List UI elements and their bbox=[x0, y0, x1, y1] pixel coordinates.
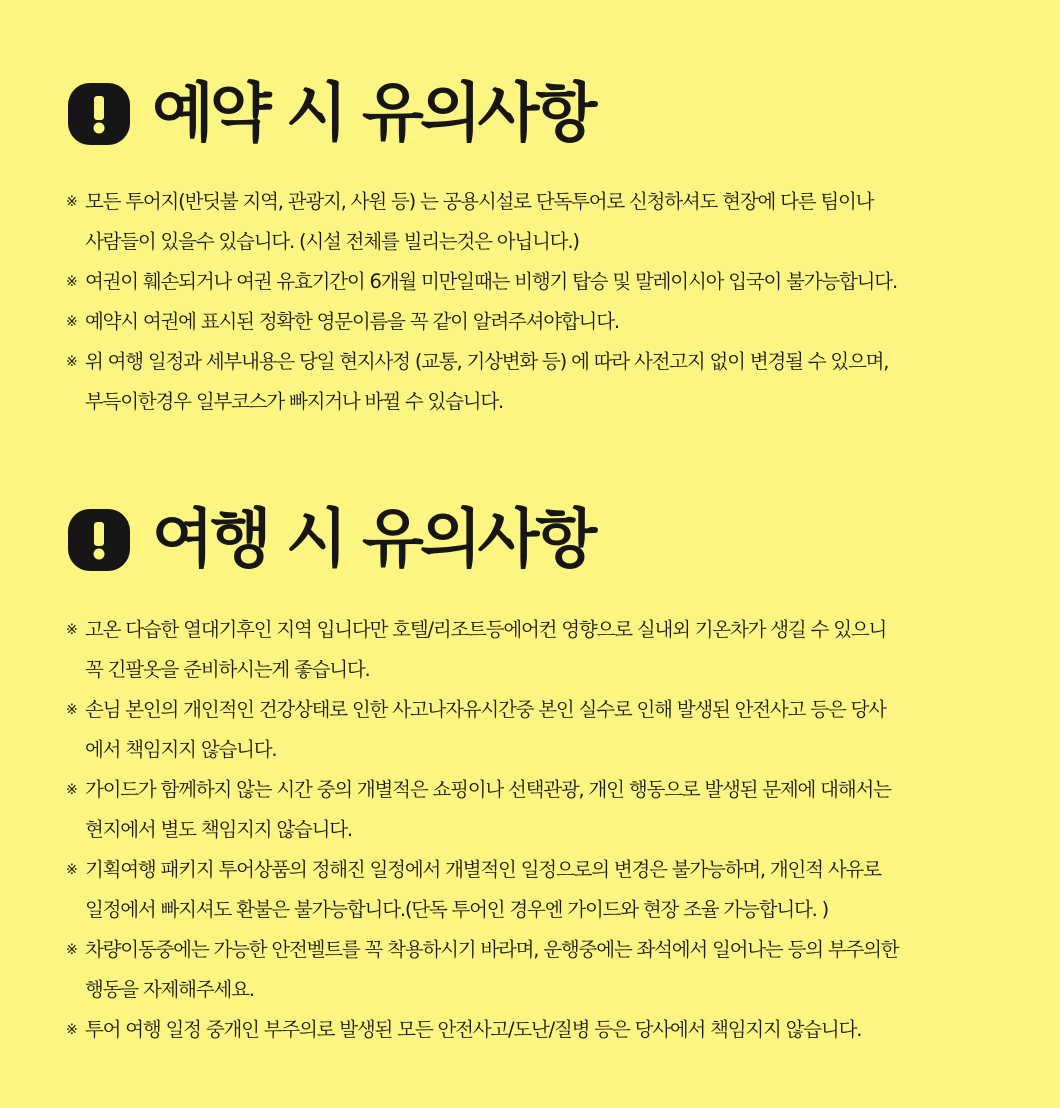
note-marker: ※ bbox=[66, 194, 77, 210]
note-marker: ※ bbox=[66, 274, 77, 290]
note-marker: ※ bbox=[66, 942, 77, 958]
travel-notes-list bbox=[66, 610, 1026, 1050]
reservation-notes-list bbox=[66, 182, 1026, 422]
note-line: 기획여행 패키지 투어상품의 정해진 일정에서 개별적인 일정으로의 변경은 불가능하며, 개인적 사유로 bbox=[85, 858, 881, 881]
exclamation-icon bbox=[68, 509, 130, 571]
note-line: 투어 여행 일정 중개인 부주의로 발생된 모든 안전사고/도난/질병 등은 당사에서 책임지지 않습니다. bbox=[85, 1018, 862, 1041]
note-line: 꼭 긴팔옷을 준비하시는게 좋습니다. bbox=[85, 658, 370, 681]
note-line: 현지에서 별도 책임지지 않습니다. bbox=[85, 818, 352, 841]
note-marker: ※ bbox=[66, 782, 77, 798]
note-line: 에서 책임지지 않습니다. bbox=[85, 738, 277, 761]
note-marker: ※ bbox=[66, 622, 77, 638]
note-item bbox=[66, 850, 1026, 930]
section-title: 예약 시 유의사항 bbox=[152, 77, 594, 151]
note-item bbox=[66, 262, 1026, 302]
note-line: 차량이동중에는 가능한 안전벨트를 꼭 착용하시기 바라며, 운행중에는 좌석에서 일어나는 등의 부주의한 bbox=[85, 938, 899, 961]
travel-notice-header bbox=[68, 503, 594, 577]
note-marker: ※ bbox=[66, 354, 77, 370]
note-item bbox=[66, 182, 1026, 262]
note-marker: ※ bbox=[66, 702, 77, 718]
note-item bbox=[66, 302, 1026, 342]
section-title: 여행 시 유의사항 bbox=[152, 503, 594, 577]
note-line: 여권이 훼손되거나 여권 유효기간이 6개월 미만일때는 비행기 탑승 및 말레이시아 입국이 불가능합니다. bbox=[85, 270, 897, 293]
note-line: 행동을 자제해주세요. bbox=[85, 978, 254, 1001]
note-item bbox=[66, 1010, 1026, 1050]
note-line: 가이드가 함께하지 않는 시간 중의 개별적은 쇼핑이나 선택관광, 개인 행동으로 발생된 문제에 대해서는 bbox=[85, 778, 891, 801]
note-line: 일정에서 빠지셔도 환불은 불가능합니다.(단독 투어인 경우엔 가이드와 현장 조율 가능합니다. ) bbox=[85, 898, 829, 921]
note-item bbox=[66, 342, 1026, 422]
note-item bbox=[66, 690, 1026, 770]
reservation-notice-header bbox=[68, 77, 594, 151]
note-line: 손님 본인의 개인적인 건강상태로 인한 사고나자유시간중 본인 실수로 인해 발생된 안전사고 등은 당사 bbox=[85, 698, 886, 721]
note-line: 모든 투어지(반딧불 지역, 관광지, 사원 등) 는 공용시설로 단독투어로 신청하셔도 현장에 다른 팀이나 bbox=[85, 190, 874, 213]
note-line: 고온 다습한 열대기후인 지역 입니다만 호텔/리조트등에어컨 영향으로 실내외 기온차가 생길 수 있으니 bbox=[85, 618, 887, 641]
note-marker: ※ bbox=[66, 1022, 77, 1038]
note-line: 사람들이 있을수 있습니다. (시설 전체를 빌리는것은 아닙니다.) bbox=[85, 230, 579, 253]
note-item bbox=[66, 770, 1026, 850]
note-marker: ※ bbox=[66, 862, 77, 878]
note-line: 위 여행 일정과 세부내용은 당일 현지사정 (교통, 기상변화 등) 에 따라 사전고지 없이 변경될 수 있으며, bbox=[85, 350, 889, 373]
note-marker: ※ bbox=[66, 314, 77, 330]
note-item bbox=[66, 930, 1026, 1010]
note-line: 예약시 여권에 표시된 정확한 영문이름을 꼭 같이 알려주셔야합니다. bbox=[85, 310, 619, 333]
exclamation-icon bbox=[68, 83, 130, 145]
note-line: 부득이한경우 일부코스가 빠지거나 바뀔 수 있습니다. bbox=[85, 390, 504, 413]
note-item bbox=[66, 610, 1026, 690]
